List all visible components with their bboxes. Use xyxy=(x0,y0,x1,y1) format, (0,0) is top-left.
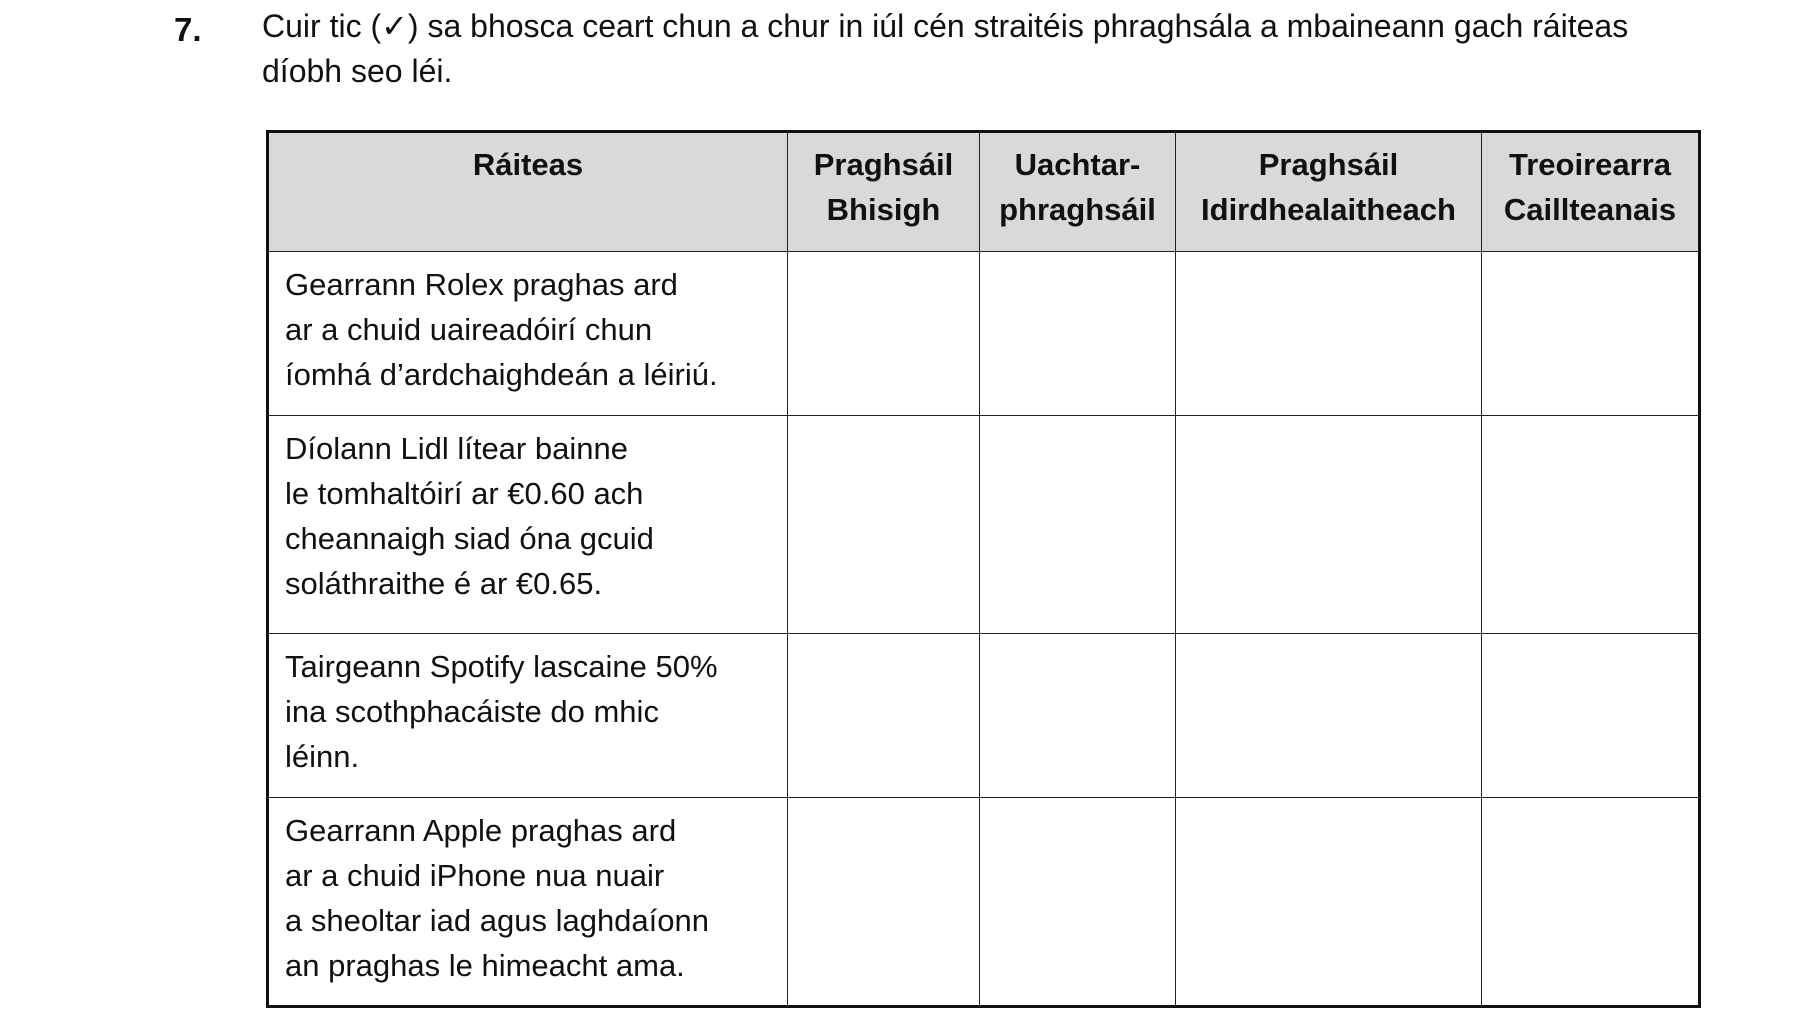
tick-box-price-discrimination[interactable] xyxy=(1176,634,1482,798)
tick-box-premium-pricing[interactable] xyxy=(980,416,1176,634)
question-number: 7. xyxy=(174,11,202,48)
header-premium-pricing: Uachtar- phraghsáil xyxy=(980,132,1176,252)
header-penetration-pricing: Praghsáil Bhisigh xyxy=(788,132,980,252)
header-statement: Ráiteas xyxy=(268,132,788,252)
tick-box-loss-leader[interactable] xyxy=(1482,252,1700,416)
tick-box-premium-pricing[interactable] xyxy=(980,252,1176,416)
tick-box-price-discrimination[interactable] xyxy=(1176,416,1482,634)
table-row xyxy=(268,416,1700,634)
statement-cell: Tairgeann Spotify lascaine 50% ina scothphacáiste do mhic léinn. xyxy=(268,634,788,798)
table-row xyxy=(268,798,1700,1007)
statement-cell: Gearrann Rolex praghas ard ar a chuid uaireadóirí chun íomhá d’ardchaighdeán a léiriú. xyxy=(268,252,788,416)
tick-box-premium-pricing[interactable] xyxy=(980,798,1176,1007)
tick-box-penetration-pricing[interactable] xyxy=(788,798,980,1007)
tick-box-loss-leader[interactable] xyxy=(1482,416,1700,634)
tick-box-penetration-pricing[interactable] xyxy=(788,252,980,416)
header-price-discrimination: Praghsáil Idirdhealaitheach xyxy=(1176,132,1482,252)
table-header-row xyxy=(268,132,1700,252)
pricing-strategy-table xyxy=(266,130,1701,1008)
table-row xyxy=(268,634,1700,798)
statement-cell: Díolann Lidl lítear bainne le tomhaltóirí ar €0.60 ach cheannaigh siad óna gcuid soláthraithe é ar €0.65. xyxy=(268,416,788,634)
tick-box-loss-leader[interactable] xyxy=(1482,634,1700,798)
table-row xyxy=(268,252,1700,416)
tick-box-penetration-pricing[interactable] xyxy=(788,416,980,634)
tick-box-price-discrimination[interactable] xyxy=(1176,252,1482,416)
statement-cell: Gearrann Apple praghas ard ar a chuid iPhone nua nuair a sheoltar iad agus laghdaíonn an praghas le himeacht ama. xyxy=(268,798,788,1007)
tick-box-price-discrimination[interactable] xyxy=(1176,798,1482,1007)
tick-box-premium-pricing[interactable] xyxy=(980,634,1176,798)
tick-box-penetration-pricing[interactable] xyxy=(788,634,980,798)
tick-box-loss-leader[interactable] xyxy=(1482,798,1700,1007)
question-text: Cuir tic (✓) sa bhosca ceart chun a chur in iúl cén straitéis phraghsála a mbaineann gach ráiteas díobh seo léi. xyxy=(262,8,1629,89)
header-loss-leader: Treoirearra Caillteanais xyxy=(1482,132,1700,252)
